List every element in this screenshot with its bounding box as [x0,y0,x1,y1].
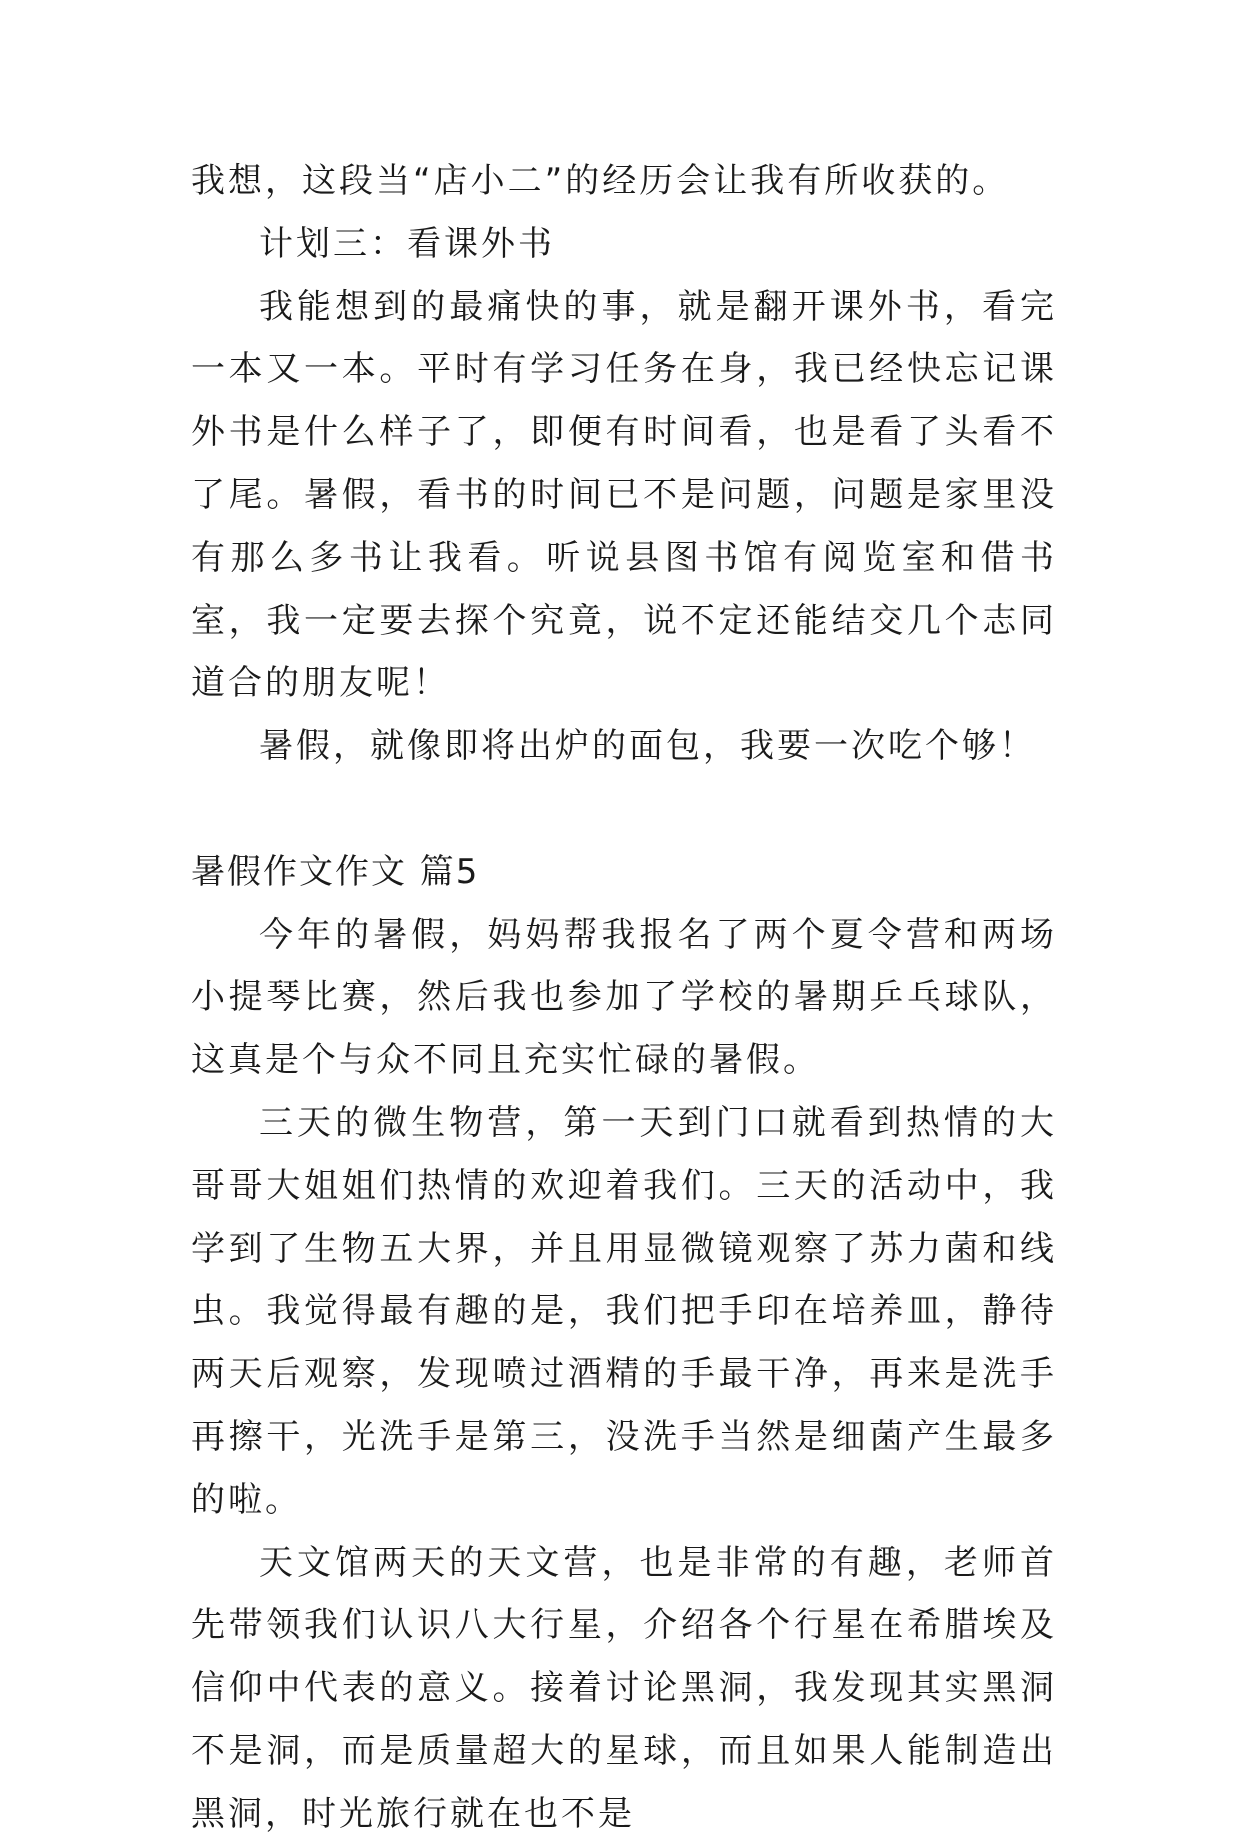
document-body [191,150,1057,1846]
paragraph-plan-three-title: 计划三：看课外书 [259,223,555,264]
paragraph-reading-books: 我能想到的最痛快的事，就是翻开课外书，看完一本又一本。平时有学习任务在身，我已经快忘记课外书是什么样子了，即便有时间看，也是看了头看不了尾。暑假，看书的时间已不是问题，问题是家里没有那么多书让我看。听说县图书馆有阅览室和借书室，我一定要去探个究竟，说不定还能结交几个志同道合的朋友呢！ [191,286,1057,704]
paragraph-dianxiaoer-ending: 我想，这段当“店小二”的经历会让我有所收获的。 [191,161,1010,201]
section-heading: 暑假作文作文 篇5 [191,851,480,892]
paragraph-bread-metaphor: 暑假，就像即将出炉的面包，我要一次吃个够！ [259,726,1036,767]
section-gap [191,778,1057,841]
paragraph-astronomy-camp: 天文馆两天的天文营，也是非常的有趣，老师首先带领我们认识八大行星，介绍各个行星在希腊埃及信仰中代表的意义。接着讨论黑洞，我发现其实黑洞不是洞，而是质量超大的星球，而且如果人能制造出黑洞，时光旅行就在也不是 [191,1542,1057,1834]
paragraph-microbe-camp: 三天的微生物营，第一天到门口就看到热情的大哥哥大姐姐们热情的欢迎着我们。三天的活动中，我学到了生物五大界，并且用显微镜观察了苏力菌和线虫。我觉得最有趣的是，我们把手印在培养皿，静待两天后观察，发现喷过酒精的手最干净，再来是洗手再擦干，光洗手是第三，没洗手当然是细菌产生最多的啦。 [191,1102,1057,1520]
paragraph-summer-camps: 今年的暑假，妈妈帮我报名了两个夏令营和两场小提琴比赛，然后我也参加了学校的暑期乒乓球队，这真是个与众不同且充实忙碌的暑假。 [191,914,1057,1081]
